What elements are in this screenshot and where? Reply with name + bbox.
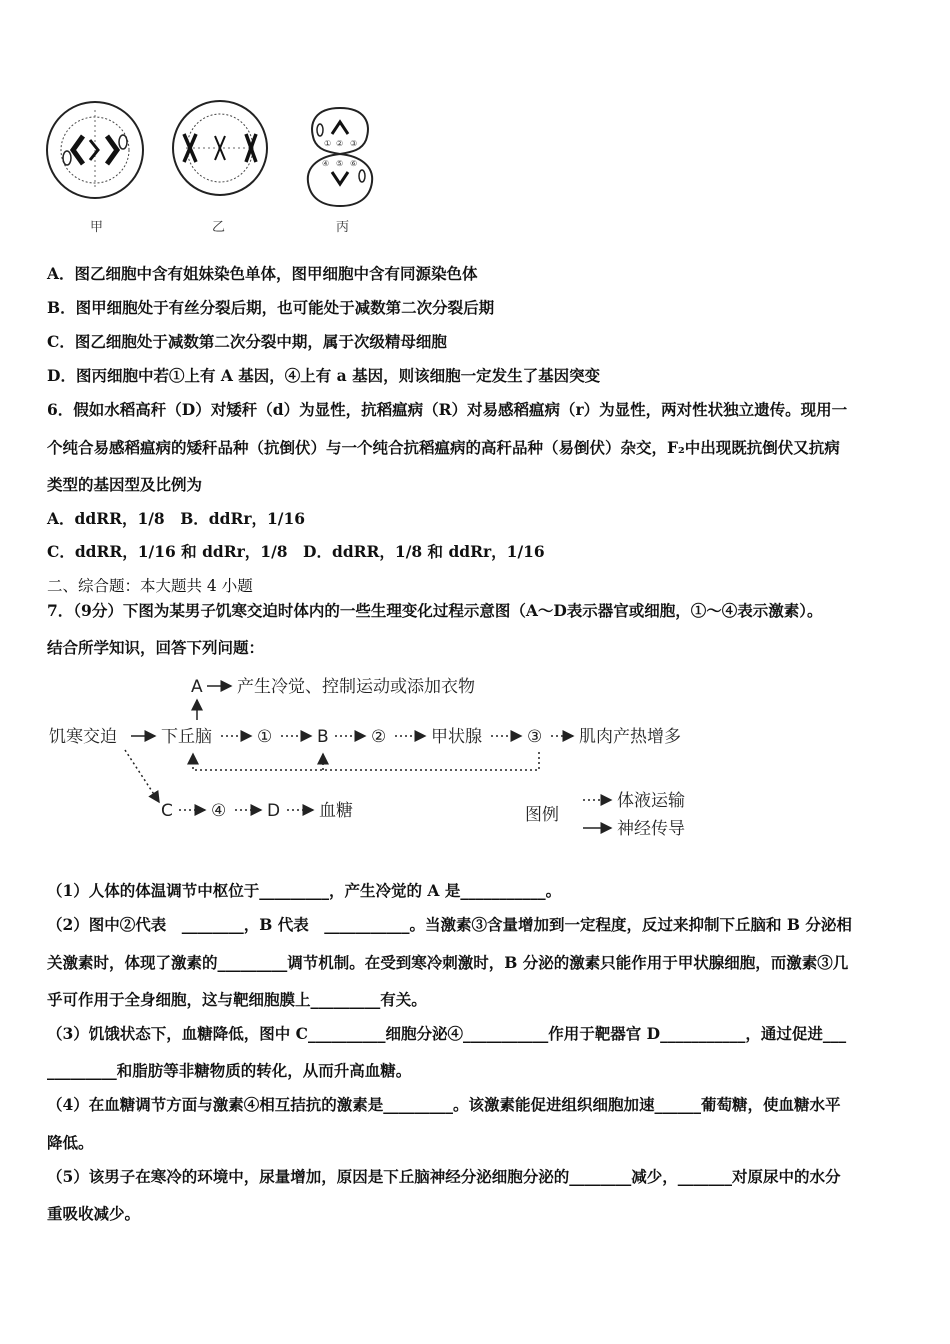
q7-question-5b: 重吸收减少。 <box>47 1204 141 1223</box>
q6-stem-3: 类型的基因型及比例为 <box>47 475 203 494</box>
q7-stem-1: 7．（9分）下图为某男子饥寒交迫时体内的一些生理变化过程示意图（A～D表示器官或细胞，①～④表示激素）。 <box>47 601 823 620</box>
legend-humoral: 体液运输 <box>617 791 685 811</box>
q7-question-4b: 降低。 <box>47 1133 94 1152</box>
node-sugar: 血糖 <box>319 801 353 821</box>
node-d: D <box>267 801 281 821</box>
node-c: C <box>161 801 173 821</box>
cell-bing-figure <box>300 100 380 210</box>
node-hormone-4: ④ <box>211 801 227 821</box>
q5-option-b: B．图甲细胞处于有丝分裂后期，也可能处于减数第二次分裂后期 <box>47 298 495 317</box>
node-a: A <box>191 677 203 697</box>
q7-question-2b: 关激素时，体现了激素的_________调节机制。在受到寒冷刺激时，B 分泌的激素只能作用于甲状腺细胞，而激素③几 <box>47 953 849 972</box>
q7-question-5a: （5）该男子在寒冷的环境中，尿量增加，原因是下丘脑神经分泌细胞分泌的________减少，_______对原尿中的水分 <box>47 1167 841 1186</box>
section2-title: 二、综合题：本大题共 4 小题 <box>47 577 253 595</box>
legend-nervous: 神经传导 <box>617 819 685 839</box>
q7-question-1: （1）人体的体温调节中枢位于_________，产生冷觉的 A 是___________。 <box>47 881 562 900</box>
cell-jia-label: 甲 <box>90 220 104 235</box>
q6-options-2: C．ddRR，1/16 和 ddRr，1/8 D．ddRR，1/8 和 ddRr，1/16 <box>47 542 545 561</box>
thermoregulation-diagram <box>45 668 715 848</box>
bing-num-4: ④ <box>322 159 330 168</box>
node-hormone-2: ② <box>371 727 387 747</box>
q6-stem-1: 6．假如水稻高秆（D）对矮秆（d）为显性，抗稻瘟病（R）对易感稻瘟病（r）为显性，两对性状独立遗传。现用一 <box>47 400 848 419</box>
q7-stem-2: 结合所学知识，回答下列问题： <box>47 638 265 657</box>
cell-yi-label: 乙 <box>212 220 226 235</box>
node-hormone-1: ① <box>257 727 273 747</box>
q7-question-3b: _________和脂肪等非糖物质的转化，从而升高血糖。 <box>47 1061 412 1080</box>
q7-question-4a: （4）在血糖调节方面与激素④相互拮抗的激素是_________。该激素能促进组织细胞加速______葡萄糖，使血糖水平 <box>47 1095 841 1114</box>
cell-bing-label: 丙 <box>336 220 350 235</box>
bing-num-5: ⑤ <box>336 159 344 168</box>
node-a-result: 产生冷觉、控制运动或添加衣物 <box>237 677 475 697</box>
q7-question-3a: （3）饥饿状态下，血糖降低，图中 C__________细胞分泌④___________作用于靶器官 D___________，通过促进___ <box>47 1024 847 1043</box>
q6-stem-2: 个纯合易感稻瘟病的矮秆品种（抗倒伏）与一个纯合抗稻瘟病的高秆品种（易倒伏）杂交，F₂中出现既抗倒伏又抗病 <box>47 438 840 457</box>
cell-yi-figure <box>170 98 270 198</box>
node-hypothalamus: 下丘脑 <box>161 727 212 747</box>
q5-option-c: C．图乙细胞处于减数第二次分裂中期，属于次级精母细胞 <box>47 332 447 351</box>
node-thyroid: 甲状腺 <box>431 727 482 747</box>
bing-num-1: ① <box>324 139 332 148</box>
q7-question-2c: 乎可作用于全身细胞，这与靶细胞膜上_________有关。 <box>47 990 427 1009</box>
legend-title: 图例 <box>525 805 559 825</box>
node-b: B <box>317 727 329 747</box>
bing-num-2: ② <box>336 139 344 148</box>
q6-options-1: A．ddRR，1/8 B．ddRr，1/16 <box>47 509 306 528</box>
bing-num-3: ③ <box>350 139 358 148</box>
node-muscle: 肌肉产热增多 <box>579 727 681 747</box>
bing-num-6: ⑥ <box>350 159 358 168</box>
q5-option-d: D．图丙细胞中若①上有 A 基因，④上有 a 基因，则该细胞一定发生了基因突变 <box>47 366 601 385</box>
q5-option-a: A．图乙细胞中含有姐妹染色单体，图甲细胞中含有同源染色体 <box>47 264 478 283</box>
node-hormone-3: ③ <box>527 727 543 747</box>
q7-question-2a: （2）图中②代表 ________，B 代表 ___________。当激素③含量增加到一定程度，反过来抑制下丘脑和 B 分泌相 <box>47 915 852 934</box>
cell-jia-figure <box>43 100 147 200</box>
node-start: 饥寒交迫 <box>49 727 117 747</box>
